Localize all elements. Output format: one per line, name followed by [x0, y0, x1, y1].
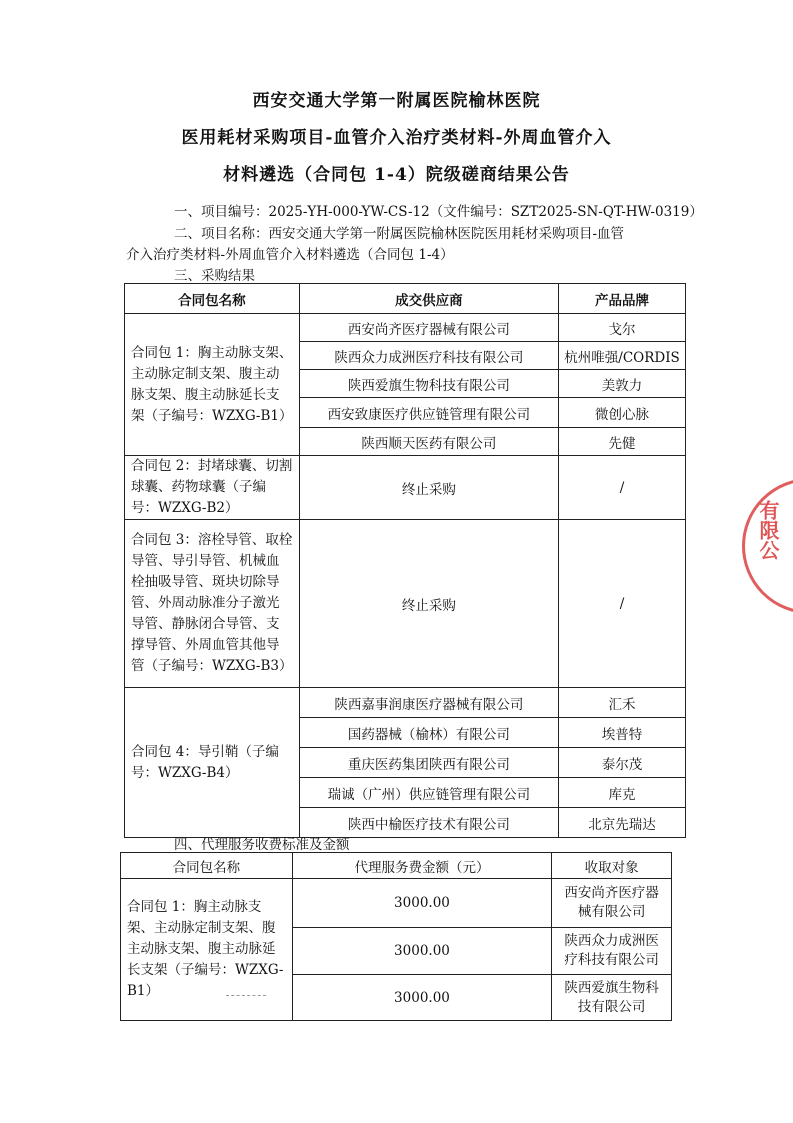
fee-header-payer: 收取对象 — [552, 853, 672, 879]
supplier-cell: 国药器械（榆林）有限公司 — [299, 718, 558, 748]
fee-amount-cell: 3000.00 — [292, 879, 552, 928]
supplier-cell: 陕西中榆医疗技术有限公司 — [299, 808, 558, 838]
fee-amount-cell: 3000.00 — [292, 928, 552, 975]
brand-cell: 先健 — [559, 428, 686, 456]
header-supplier: 成交供应商 — [299, 284, 558, 314]
section-procurement-results: 三、采购结果 — [174, 268, 255, 284]
title-line-1: 西安交通大学第一附属医院榆林医院 — [252, 91, 541, 111]
package-2-name: 合同包 2：封堵球囊、切割球囊、药物球囊（子编号：WZXG-B2） — [125, 456, 300, 520]
supplier-cell: 陕西顺天医药有限公司 — [299, 428, 558, 456]
fee-header-amount: 代理服务费金额（元） — [292, 853, 552, 879]
package-3-name: 合同包 3：溶栓导管、取栓导管、导引导管、机械血栓抽吸导管、斑块切除导管、外周动脉准分子激光导管、静脉闭合导管、支撑导管、外周血管其他导管（子编号：WZXG-B3） — [125, 520, 300, 688]
supplier-cell: 西安尚齐医疗器械有限公司 — [299, 314, 558, 342]
fee-amount-cell: 3000.00 — [292, 975, 552, 1021]
brand-cell: 北京先瑞达 — [559, 808, 686, 838]
table-row — [125, 688, 686, 718]
supplier-cell: 陕西众力成洲医疗科技有限公司 — [299, 342, 558, 370]
brand-cell: 戈尔 — [559, 314, 686, 342]
supplier-cell: 陕西嘉事润康医疗器械有限公司 — [299, 688, 558, 718]
supplier-cell: 瑞诚（广州）供应链管理有限公司 — [299, 778, 558, 808]
supplier-cell: 陕西爱旗生物科技有限公司 — [299, 370, 558, 398]
brand-cell: 美敦力 — [559, 370, 686, 398]
fee-package-1-name: 合同包 1：胸主动脉支架、主动脉定制支架、腹主动脉支架、腹主动脉延长支架（子编号：WZXG-B1） — [121, 879, 293, 1021]
header-brand: 产品品牌 — [559, 284, 686, 314]
brand-cell: 埃普特 — [559, 718, 686, 748]
fee-payer-cell: 陕西众力成洲医疗科技有限公司 — [552, 928, 672, 975]
brand-cell: 汇禾 — [559, 688, 686, 718]
supplier-cell: 终止采购 — [299, 456, 558, 520]
package-1-name: 合同包 1：胸主动脉支架、主动脉定制支架、腹主动脉支架、腹主动脉延长支架（子编号：WZXG-B1） — [125, 314, 300, 456]
project-name-line-1: 二、项目名称：西安交通大学第一附属医院榆林医院医用耗材采购项目-血管 — [174, 226, 625, 242]
fee-header-row — [121, 853, 672, 879]
section-agency-fee: 四、代理服务收费标准及金额 — [174, 837, 350, 853]
title-line-2: 医用耗材采购项目-血管介入治疗类材料-外周血管介入 — [181, 128, 612, 148]
header-package: 合同包名称 — [125, 284, 300, 314]
table-row — [125, 314, 686, 342]
brand-cell: 微创心脉 — [559, 398, 686, 428]
scan-artifact-dash — [226, 995, 266, 996]
fee-payer-cell: 陕西爱旗生物科技有限公司 — [552, 975, 672, 1021]
project-name-line-2: 介入治疗类材料-外周血管介入材料遴选（合同包 1-4） — [126, 247, 454, 263]
seal-text: 有限公 — [756, 500, 780, 560]
results-table — [124, 283, 686, 838]
brand-cell: 泰尔茂 — [559, 748, 686, 778]
project-number: 一、项目编号：2025-YH-000-YW-CS-12（文件编号：SZT2025-SN-QT-HW-0319） — [174, 204, 703, 220]
brand-cell: / — [559, 456, 686, 520]
results-header-row — [125, 284, 686, 314]
fee-header-package: 合同包名称 — [121, 853, 293, 879]
fee-payer-cell: 西安尚齐医疗器械有限公司 — [552, 879, 672, 928]
supplier-cell: 西安致康医疗供应链管理有限公司 — [299, 398, 558, 428]
brand-cell: 库克 — [559, 778, 686, 808]
package-4-name: 合同包 4：导引鞘（子编号：WZXG-B4） — [125, 688, 300, 838]
supplier-cell: 终止采购 — [299, 520, 558, 688]
table-row — [121, 879, 672, 928]
supplier-cell: 重庆医药集团陕西有限公司 — [299, 748, 558, 778]
fee-table — [120, 852, 672, 1021]
title-line-3: 材料遴选（合同包 1-4）院级磋商结果公告 — [223, 165, 570, 185]
brand-cell: / — [559, 520, 686, 688]
table-row — [125, 456, 686, 520]
brand-cell: 杭州唯强/CORDIS — [559, 342, 686, 370]
table-row — [125, 520, 686, 688]
